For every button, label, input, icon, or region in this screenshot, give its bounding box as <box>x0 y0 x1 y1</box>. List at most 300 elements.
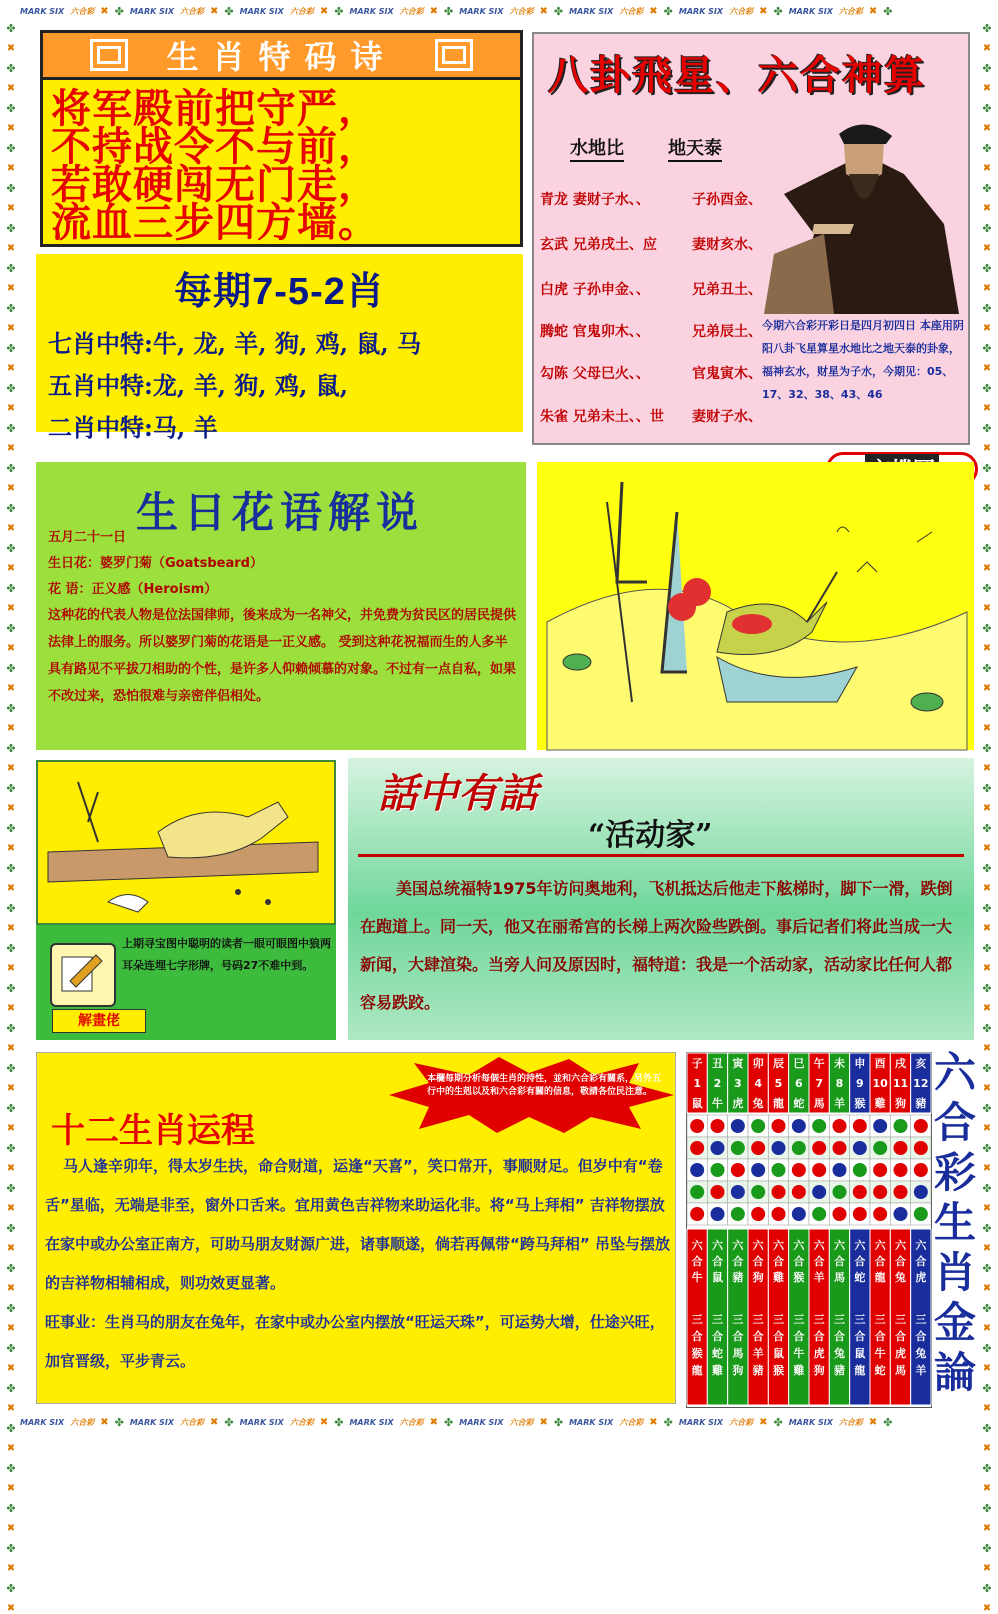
sanhe-char: 羊 <box>915 1364 927 1377</box>
clover-icon: ✤ <box>6 1582 16 1595</box>
number-ball <box>853 1163 867 1177</box>
x-icon: ✖ <box>6 643 16 654</box>
liuhe-char: 合 <box>915 1255 927 1268</box>
clover-icon: ✤ <box>224 1415 234 1429</box>
clover-icon: ✤ <box>6 862 16 875</box>
number-ball <box>731 1207 745 1221</box>
x-icon: ✖ <box>982 1043 992 1054</box>
x-icon: ✖ <box>6 1163 16 1174</box>
clover-icon: ✤ <box>114 1415 124 1429</box>
clover-icon: ✤ <box>982 1342 992 1355</box>
clover-icon: ✤ <box>553 1415 564 1429</box>
number-ball <box>833 1207 847 1221</box>
x-icon: ✖ <box>868 5 878 17</box>
sanhe-char: 雞 <box>712 1364 723 1377</box>
two-zodiac-line: 二肖中特:马, 羊 <box>48 413 218 442</box>
zodiac-title-char: 生 <box>933 1198 976 1247</box>
x-icon: ✖ <box>982 523 992 534</box>
sanhe-char: 合 <box>793 1330 805 1343</box>
x-icon: ✖ <box>649 1416 658 1428</box>
x-icon: ✖ <box>6 403 16 414</box>
clover-icon: ✤ <box>6 902 16 915</box>
zodiac-title-char: 六 <box>933 1048 976 1097</box>
x-icon: ✖ <box>539 1416 548 1428</box>
liuhe-char: 六 <box>712 1239 723 1252</box>
sanhe-char: 牛 <box>793 1347 805 1360</box>
number-ball <box>772 1185 786 1199</box>
x-icon: ✖ <box>982 923 992 934</box>
number-ball <box>853 1185 867 1199</box>
number-ball <box>772 1207 786 1221</box>
riddle-answer-label: 解畫佬 <box>52 1009 146 1033</box>
sanhe-char: 三 <box>712 1313 723 1326</box>
zodiac-number-label: 6 <box>795 1077 803 1090</box>
clover-icon: ✤ <box>6 542 16 555</box>
flower-title: 生日花语解说 <box>136 488 425 537</box>
x-icon: ✖ <box>6 1203 16 1214</box>
x-icon: ✖ <box>6 43 16 54</box>
x-icon: ✖ <box>6 683 16 694</box>
clover-icon: ✤ <box>6 942 16 955</box>
seven-zodiac-line: 七肖中特:牛, 龙, 羊, 狗, 鸡, 鼠, 马 <box>48 329 422 358</box>
zodiac-animal-label: 猴 <box>854 1097 866 1110</box>
mark-six-text: MARK SIX <box>239 1417 284 1427</box>
number-ball <box>731 1185 745 1199</box>
x-icon: ✖ <box>982 1243 992 1254</box>
x-icon: ✖ <box>982 643 992 654</box>
sanhe-char: 合 <box>854 1330 866 1343</box>
zodiac-animal-label: 羊 <box>834 1097 845 1110</box>
number-ball <box>772 1163 786 1177</box>
fortune-paragraph <box>45 1147 671 1381</box>
right-border <box>976 22 998 1614</box>
liuhecai-text: 六合彩 <box>70 1417 95 1427</box>
liuhe-char: 虎 <box>915 1271 927 1284</box>
liuhecai-text: 六合彩 <box>838 6 863 16</box>
x-icon: ✖ <box>6 1323 16 1334</box>
clover-icon: ✤ <box>6 742 16 755</box>
x-icon: ✖ <box>6 563 16 574</box>
liuhe-char: 合 <box>732 1255 744 1268</box>
zodiac-table-title <box>932 1048 978 1408</box>
mark-six-text: MARK SIX <box>678 6 724 16</box>
number-ball <box>772 1141 786 1155</box>
number-ball <box>690 1207 704 1221</box>
x-icon: ✖ <box>6 1243 16 1254</box>
liuhe-char: 合 <box>691 1255 703 1268</box>
liuhecai-text: 六合彩 <box>289 1417 314 1427</box>
zodiac-number-label: 12 <box>913 1077 929 1090</box>
liuhe-char: 合 <box>834 1255 845 1268</box>
poem-line: 若敢硬闯无门走， <box>51 161 379 208</box>
zodiac-number-label: 7 <box>815 1077 823 1090</box>
sanhe-char: 合 <box>691 1330 703 1343</box>
mark-six-text: MARK SIX <box>678 1417 724 1427</box>
zodiac-animal-label: 蛇 <box>793 1097 805 1110</box>
number-ball <box>853 1119 867 1133</box>
flower-paragraph: 这种花的代表人物是位法国律师，後来成为一名神父，并免费为贫民区的居民提供法律上的服务。所以婆罗门菊的花语是一正义感。 受到这种花祝福而生的人多半具有路见不平拔刀相助的个性，是许多人仰赖倾慕的对象。不过有一点自私，如果不改过来，恐怕很难与亲密伴侣相处。 <box>48 608 517 704</box>
liuhecai-text: 六合彩 <box>509 1417 534 1427</box>
zodiac-number-label: 5 <box>774 1077 783 1090</box>
bagua-row: 青龙 妻财子水、、 子孙酉金、 <box>540 192 762 208</box>
x-icon: ✖ <box>6 523 16 534</box>
liuhe-char: 雞 <box>773 1271 784 1284</box>
number-ball <box>914 1119 928 1133</box>
x-icon: ✖ <box>6 83 16 94</box>
riddle-picture-bird <box>537 462 974 750</box>
clover-icon: ✤ <box>982 982 992 995</box>
x-icon: ✖ <box>982 803 992 814</box>
zodiac-branch-label: 亥 <box>915 1057 927 1070</box>
clover-icon: ✤ <box>982 1422 992 1435</box>
sanhe-char: 合 <box>834 1330 845 1343</box>
number-ball <box>873 1141 887 1155</box>
x-icon: ✖ <box>6 1483 16 1494</box>
bagua-panel <box>532 32 970 445</box>
liuhe-char: 兔 <box>895 1271 906 1284</box>
sanhe-char: 合 <box>752 1330 764 1343</box>
number-ball <box>751 1141 765 1155</box>
clover-icon: ✤ <box>982 422 992 435</box>
starburst-text: 本欄每期分析每個生肖的持性，並和六合彩有關系，另外五行中的生剋以及和六合彩有關的信息，敬請各位民注意。 <box>427 1074 662 1097</box>
mark-six-text: MARK SIX <box>459 1417 504 1427</box>
liuhecai-text: 六合彩 <box>180 6 205 16</box>
x-icon: ✖ <box>982 203 992 214</box>
clover-icon: ✤ <box>982 462 992 475</box>
clover-icon: ✤ <box>6 382 16 395</box>
mark-six-text: MARK SIX <box>788 6 833 16</box>
x-icon: ✖ <box>982 283 992 294</box>
clover-icon: ✤ <box>982 782 992 795</box>
poem-line: 不持战令不与前， <box>51 123 379 170</box>
zodiac-branch-label: 未 <box>834 1057 845 1070</box>
x-icon: ✖ <box>982 1283 992 1294</box>
x-icon: ✖ <box>6 1083 16 1094</box>
sanhe-char: 狗 <box>813 1364 825 1377</box>
talk-panel <box>348 758 974 1040</box>
poem-line: 流血三步四方墙。 <box>51 199 379 246</box>
number-ball <box>751 1163 765 1177</box>
clover-icon: ✤ <box>982 582 992 595</box>
clover-icon: ✤ <box>6 502 16 515</box>
clover-icon: ✤ <box>663 4 673 18</box>
liuhe-char: 六 <box>813 1239 825 1252</box>
number-ball <box>711 1119 725 1133</box>
mark-six-text: MARK SIX <box>129 6 175 16</box>
number-ball <box>711 1185 725 1199</box>
sanhe-char: 三 <box>834 1313 845 1326</box>
flower-date: 五月二十一日 <box>48 530 127 545</box>
clover-icon: ✤ <box>773 4 783 18</box>
liuhe-char: 合 <box>895 1255 906 1268</box>
number-ball <box>772 1119 786 1133</box>
x-icon: ✖ <box>982 843 992 854</box>
liuhe-char: 牛 <box>691 1271 703 1284</box>
clover-icon: ✤ <box>224 4 234 18</box>
sanhe-char: 鼠 <box>854 1347 866 1360</box>
zodiac-number-label: 1 <box>693 1077 701 1090</box>
sanhe-char: 合 <box>874 1330 886 1343</box>
zodiac-branch-label: 卯 <box>752 1057 764 1070</box>
sanhe-char: 三 <box>793 1313 805 1326</box>
liuhecai-text: 六合彩 <box>619 1417 644 1427</box>
x-icon: ✖ <box>6 203 16 214</box>
number-ball <box>914 1163 928 1177</box>
mark-six-text: MARK SIX <box>349 1417 394 1427</box>
liuhe-char: 六 <box>793 1239 805 1252</box>
sanhe-char: 三 <box>895 1313 906 1326</box>
zodiac-number-label: 10 <box>872 1077 888 1090</box>
number-ball <box>792 1207 806 1221</box>
clover-icon: ✤ <box>982 822 992 835</box>
sanhe-char: 虎 <box>895 1347 906 1360</box>
clover-icon: ✤ <box>982 382 992 395</box>
zodiac-number-label: 8 <box>835 1077 844 1090</box>
zodiac-animal-label: 牛 <box>712 1097 723 1110</box>
liuhecai-text: 六合彩 <box>180 1417 205 1427</box>
number-ball <box>894 1119 908 1133</box>
clover-icon: ✤ <box>6 222 16 235</box>
riddle-answer-text: 上期寻宝图中聪明的读者一眼可眼图中狼两耳朵连埋七字形牌，号码27不难中到。 <box>122 937 331 972</box>
clover-icon: ✤ <box>6 142 16 155</box>
number-ball <box>751 1185 765 1199</box>
clover-icon: ✤ <box>982 1142 992 1155</box>
clover-icon: ✤ <box>6 1262 16 1275</box>
clover-icon: ✤ <box>982 1022 992 1035</box>
number-ball <box>731 1119 745 1133</box>
clover-icon: ✤ <box>883 4 893 18</box>
x-icon: ✖ <box>6 603 16 614</box>
x-icon: ✖ <box>982 1323 992 1334</box>
bagua-title: 八卦飛星、六合神算 <box>548 52 926 99</box>
x-icon: ✖ <box>982 683 992 694</box>
liuhe-char: 合 <box>773 1255 784 1268</box>
zodiac-animal-label: 鼠 <box>691 1097 703 1110</box>
x-icon: ✖ <box>6 1403 16 1414</box>
liuhe-char: 豬 <box>732 1271 744 1284</box>
liuhe-char: 六 <box>691 1239 703 1252</box>
number-ball <box>690 1141 704 1155</box>
clover-icon: ✤ <box>6 582 16 595</box>
liuhe-char: 六 <box>895 1239 906 1252</box>
poem-title-bar <box>40 30 523 80</box>
zodiac-branch-label: 午 <box>813 1057 825 1070</box>
x-icon: ✖ <box>6 763 16 774</box>
poem-line: 将军殿前把守严， <box>51 85 379 132</box>
number-ball <box>812 1141 826 1155</box>
sanhe-char: 牛 <box>874 1347 886 1360</box>
clover-icon: ✤ <box>334 4 344 18</box>
clover-icon: ✤ <box>114 4 124 18</box>
clover-icon: ✤ <box>6 702 16 715</box>
sanhe-char: 猴 <box>773 1364 784 1377</box>
zodiac-branch-label: 子 <box>691 1057 703 1070</box>
x-icon: ✖ <box>6 123 16 134</box>
top-border <box>0 0 998 22</box>
liuhe-char: 猴 <box>793 1271 805 1284</box>
zodiac-number-label: 2 <box>713 1077 722 1090</box>
liuhe-char: 六 <box>773 1239 784 1252</box>
x-icon: ✖ <box>982 1083 992 1094</box>
x-icon: ✖ <box>982 1523 992 1534</box>
x-icon: ✖ <box>6 1603 16 1614</box>
square-icon <box>435 39 473 71</box>
clover-icon: ✤ <box>982 22 992 35</box>
x-icon: ✖ <box>210 1416 219 1428</box>
clover-icon: ✤ <box>334 1415 344 1429</box>
number-ball <box>690 1185 704 1199</box>
liuhecai-text: 六合彩 <box>729 1417 754 1427</box>
clover-icon: ✤ <box>6 1342 16 1355</box>
zodiac-branch-label: 戌 <box>895 1057 906 1070</box>
number-ball <box>792 1185 806 1199</box>
x-icon: ✖ <box>6 323 16 334</box>
x-icon: ✖ <box>982 443 992 454</box>
clover-icon: ✤ <box>982 1062 992 1075</box>
clover-icon: ✤ <box>6 1462 16 1475</box>
sanhe-char: 馬 <box>732 1347 744 1360</box>
number-ball <box>914 1141 928 1155</box>
number-ball <box>711 1207 725 1221</box>
gua-name-2: 地天泰 <box>668 134 722 162</box>
zodiac-title-char: 合 <box>933 1098 976 1147</box>
mark-six-text: MARK SIX <box>788 1417 833 1427</box>
clover-icon: ✤ <box>6 1022 16 1035</box>
clover-icon: ✤ <box>982 742 992 755</box>
x-icon: ✖ <box>868 1416 878 1428</box>
sanhe-char: 狗 <box>732 1364 744 1377</box>
clover-icon: ✤ <box>982 622 992 635</box>
x-icon: ✖ <box>982 1403 992 1414</box>
x-icon: ✖ <box>319 1416 329 1428</box>
number-ball <box>914 1207 928 1221</box>
number-ball <box>812 1185 826 1199</box>
sanhe-char: 兔 <box>915 1347 927 1360</box>
liuhe-char: 合 <box>793 1255 805 1268</box>
clover-icon: ✤ <box>982 262 992 275</box>
x-icon: ✖ <box>982 403 992 414</box>
clover-icon: ✤ <box>6 62 16 75</box>
clover-icon: ✤ <box>6 342 16 355</box>
clover-icon: ✤ <box>982 662 992 675</box>
sanhe-char: 三 <box>732 1313 744 1326</box>
clover-icon: ✤ <box>6 1102 16 1115</box>
poem-body <box>40 80 523 247</box>
zodiac-branch-label: 酉 <box>874 1057 886 1070</box>
clover-icon: ✤ <box>6 782 16 795</box>
sanhe-char: 合 <box>712 1330 723 1343</box>
number-ball <box>873 1185 887 1199</box>
clover-icon: ✤ <box>6 1062 16 1075</box>
x-icon: ✖ <box>6 1123 16 1134</box>
clover-icon: ✤ <box>6 1382 16 1395</box>
liuhe-char: 六 <box>752 1239 764 1252</box>
x-icon: ✖ <box>6 243 16 254</box>
x-icon: ✖ <box>210 5 219 17</box>
x-icon: ✖ <box>6 163 16 174</box>
clover-icon: ✤ <box>6 822 16 835</box>
bottom-border <box>0 1411 998 1433</box>
clover-icon: ✤ <box>6 302 16 315</box>
sanhe-char: 三 <box>691 1313 703 1326</box>
x-icon: ✖ <box>100 5 109 17</box>
clover-icon: ✤ <box>773 1415 783 1429</box>
mark-six-text: MARK SIX <box>239 6 284 16</box>
flower-name: 生日花：婆罗门菊（Goatsbeard） <box>48 556 263 571</box>
liuhecai-text: 六合彩 <box>509 6 534 16</box>
x-icon: ✖ <box>6 963 16 974</box>
sanhe-char: 三 <box>874 1313 886 1326</box>
number-ball <box>690 1119 704 1133</box>
clover-icon: ✤ <box>6 422 16 435</box>
number-ball <box>751 1119 765 1133</box>
x-icon: ✖ <box>982 323 992 334</box>
zodiac-title-char: 肖 <box>933 1248 976 1297</box>
clover-icon: ✤ <box>982 1182 992 1195</box>
liuhe-char: 蛇 <box>854 1271 866 1284</box>
liuhe-char: 合 <box>752 1255 764 1268</box>
clover-icon: ✤ <box>883 1415 893 1429</box>
clover-icon: ✤ <box>982 702 992 715</box>
clover-icon: ✤ <box>6 1422 16 1435</box>
clover-icon: ✤ <box>6 262 16 275</box>
number-ball <box>812 1119 826 1133</box>
clover-icon: ✤ <box>982 862 992 875</box>
zodiac-number-label: 9 <box>856 1077 864 1090</box>
x-icon: ✖ <box>759 5 768 17</box>
clover-icon: ✤ <box>6 462 16 475</box>
x-icon: ✖ <box>429 5 439 17</box>
zodiac-grid <box>687 1053 931 1407</box>
zodiac-branch-label: 申 <box>854 1057 866 1070</box>
zodiac-number-label: 3 <box>734 1077 742 1090</box>
liuhe-char: 六 <box>874 1239 886 1252</box>
shengxiao-title: 每期7-5-2肖 <box>174 271 385 313</box>
fortune-panel <box>36 1052 676 1404</box>
liuhe-char: 龍 <box>874 1271 886 1284</box>
bagua-row: 玄武 兄弟戌土、应 妻财亥水、 <box>540 237 762 253</box>
x-icon: ✖ <box>982 363 992 374</box>
liuhecai-text: 六合彩 <box>729 6 754 16</box>
mark-six-text: MARK SIX <box>129 1417 175 1427</box>
x-icon: ✖ <box>982 563 992 574</box>
sanhe-char: 兔 <box>834 1347 845 1360</box>
number-ball <box>711 1141 725 1155</box>
x-icon: ✖ <box>982 603 992 614</box>
liuhe-char: 六 <box>834 1239 845 1252</box>
sanhe-char: 蛇 <box>712 1347 723 1360</box>
clover-icon: ✤ <box>6 1142 16 1155</box>
x-icon: ✖ <box>6 363 16 374</box>
fortune-title: 十二生肖运程 <box>51 1111 255 1151</box>
liuhe-char: 六 <box>915 1239 927 1252</box>
sanhe-char: 三 <box>752 1313 764 1326</box>
number-ball <box>914 1185 928 1199</box>
x-icon: ✖ <box>6 723 16 734</box>
square-icon <box>90 39 128 71</box>
number-ball <box>894 1163 908 1177</box>
gua-name-1: 水地比 <box>570 134 624 162</box>
mark-six-text: MARK SIX <box>349 6 394 16</box>
zodiac-branch-label: 丑 <box>712 1057 723 1070</box>
clover-icon: ✤ <box>6 102 16 115</box>
x-icon: ✖ <box>319 5 329 17</box>
x-icon: ✖ <box>6 1283 16 1294</box>
mark-six-text: MARK SIX <box>20 6 65 16</box>
clover-icon: ✤ <box>553 4 564 18</box>
clover-icon: ✤ <box>982 1542 992 1555</box>
sanhe-char: 龍 <box>854 1364 866 1377</box>
